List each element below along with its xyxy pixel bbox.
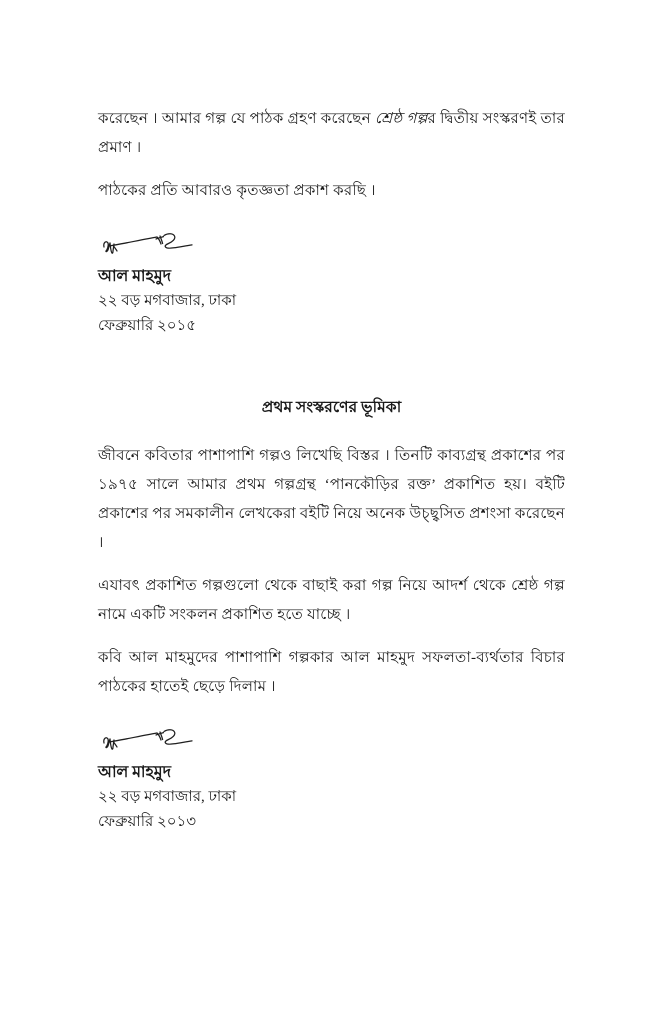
signature-block-2015: [98, 227, 565, 339]
signature-name: আল মাহমুদ: [98, 268, 171, 285]
handwritten-signature-icon: [100, 723, 220, 759]
paragraph-text-part-2: র দ্বিতীয় সংস্করণই তার প্রমাণ ।: [98, 110, 565, 156]
paragraph-reader-judgement: কবি আল মাহমুদের পাশাপাশি গল্পকার আল মাহমুদ সফলতা-ব্যর্থতার বিচার পাঠকের হাতেই ছেড়ে দিলাম ।: [98, 649, 565, 695]
section-spacer: [98, 339, 565, 395]
signature-date: ফেব্রুয়ারি ২০১৩: [98, 814, 196, 830]
paragraph-text-part-1: করেছেন । আমার গল্প যে পাঠক গ্রহণ করেছেন: [98, 110, 375, 127]
paragraph-gratitude: পাঠকের প্রতি আবারও কৃতজ্ঞতা প্রকাশ করছি ।: [98, 182, 376, 199]
book-title-italic: শ্রেষ্ঠ গল্প: [374, 110, 428, 127]
handwritten-signature-icon: [100, 227, 220, 263]
signature-date: ফেব্রুয়ারি ২০১৫: [98, 318, 196, 334]
paragraph-writing-life: জীবনে কবিতার পাশাপাশি গল্পও লিখেছি বিস্তর । তিনটি কাব্যগ্রন্থ প্রকাশের পর ১৯৭৫ সালে আমার প্রথম গল্পগ্রন্থ ‘পানকৌড়ির রক্ত’ প্রকাশিত হয়। বইটি প্রকাশের পর সমকালীন লেখকেরা বইটি নিয়ে অনেক উচ্ছ্বসিত প্রশংসা করেছেন ।: [98, 447, 565, 551]
signature-block-2013: [98, 723, 565, 835]
signature-name: আল মাহমুদ: [98, 764, 171, 781]
first-edition-section: [98, 395, 565, 835]
page-content: [98, 104, 565, 835]
heading-spacer: [98, 421, 565, 441]
paragraph-continuation: [98, 104, 565, 162]
section-heading: প্রথম সংস্করণের ভূমিকা: [261, 399, 402, 416]
signature-address: ২২ বড় মগবাজার, ঢাকা: [98, 789, 237, 805]
signature-address: ২২ বড় মগবাজার, ঢাকা: [98, 293, 237, 309]
top-section: [98, 104, 565, 339]
paragraph-anthology: এযাবৎ প্রকাশিত গল্পগুলো থেকে বাছাই করা গল্প নিয়ে আদর্শ থেকে শ্রেষ্ঠ গল্প নামে একটি সংকলন প্রকাশিত হতে যাচ্ছে ।: [98, 577, 565, 623]
